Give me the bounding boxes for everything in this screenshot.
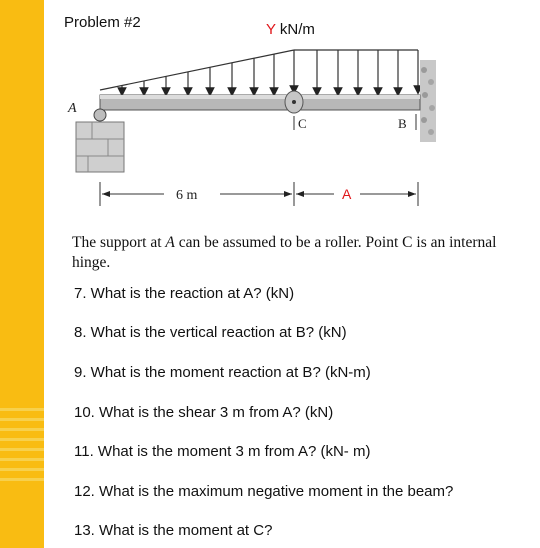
beam-diagram [62,40,442,212]
dimension-CB: A [342,186,352,202]
label-A: A [68,101,77,116]
load-arrows [122,50,398,92]
fixed-wall-B [420,60,436,142]
load-unit: kN/m [275,21,315,38]
problem-title: Problem #2 [64,14,141,31]
label-B: B [398,116,407,131]
load-diagram [100,50,418,90]
problem-statement [72,233,532,273]
statement-var: A [165,234,175,251]
question-8: 8. What is the vertical reaction at B? (kN) [74,324,347,341]
beam [100,91,420,113]
dimension-AC: 6 m [176,188,198,203]
question-12: 12. What is the maximum negative moment in the beam? [74,483,454,500]
question-10: 10. What is the shear 3 m from A? (kN) [74,404,334,421]
question-7: 7. What is the reaction at A? (kN) [74,285,295,302]
dimension-lines [100,182,418,206]
statement-pre: The support at [72,234,166,251]
yellow-side-strip [0,0,44,548]
distributed-load-label [266,21,315,38]
statement-post: can be assumed to be a roller. Point C is an internal hinge. [72,234,497,271]
label-C: C [298,116,307,131]
roller-support-A [76,109,124,172]
question-13: 13. What is the moment at C? [74,522,273,539]
question-11: 11. What is the moment 3 m from A? (kN- m) [74,443,371,460]
question-9: 9. What is the moment reaction at B? (kN-m) [74,364,371,381]
load-value: Y [266,21,276,38]
